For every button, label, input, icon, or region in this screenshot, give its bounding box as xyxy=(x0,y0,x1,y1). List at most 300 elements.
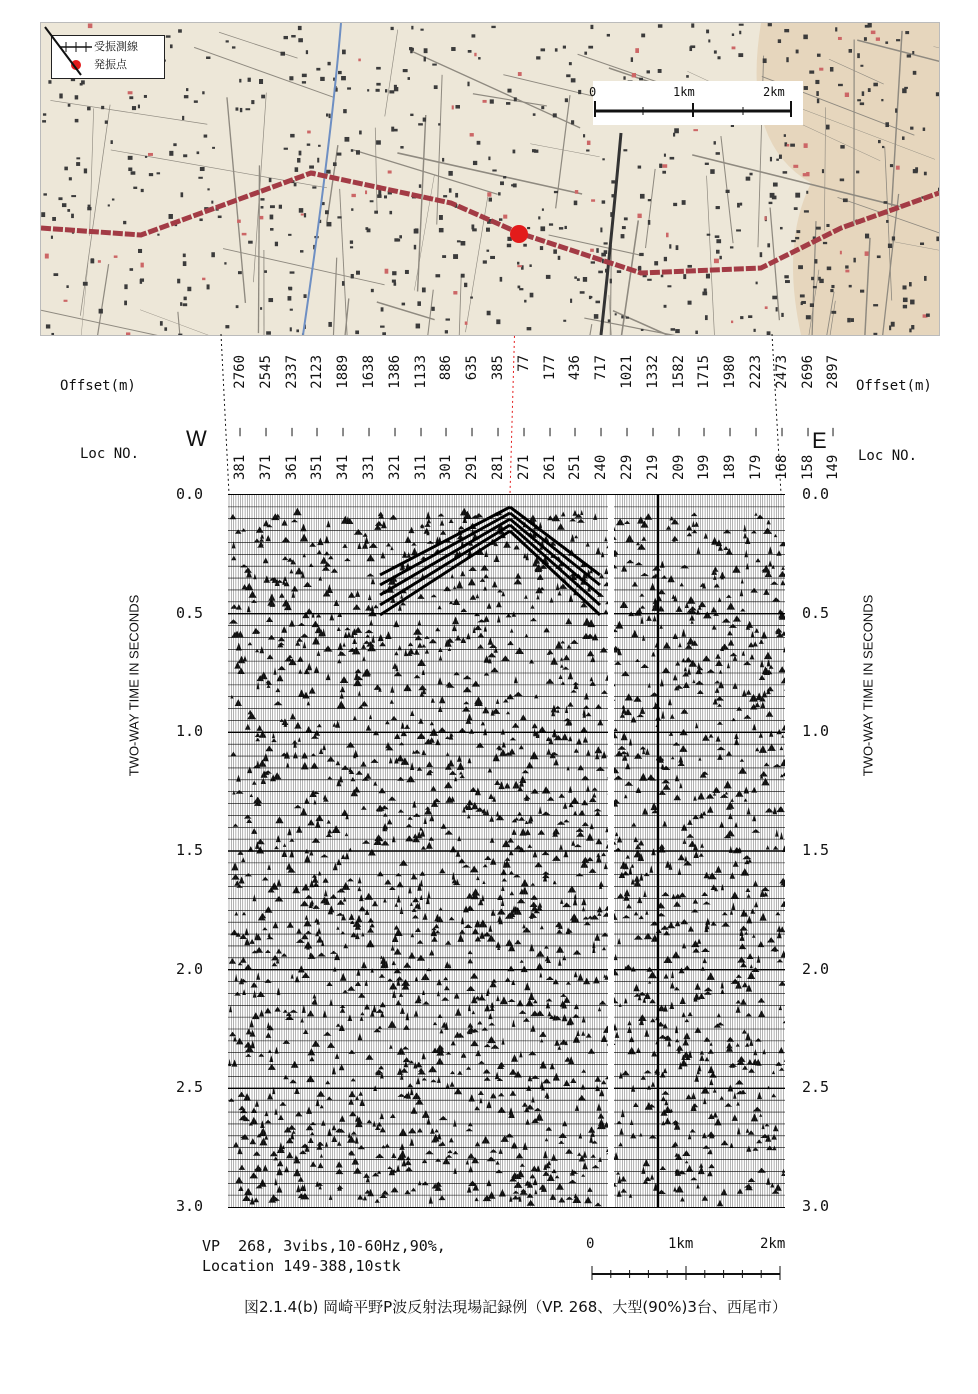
column-dash: — xyxy=(283,427,300,437)
offset-value: 1133 xyxy=(412,355,429,389)
building xyxy=(424,57,426,62)
building xyxy=(600,228,602,233)
building xyxy=(468,50,472,53)
building xyxy=(819,68,823,71)
building xyxy=(506,102,510,105)
column-dash: — xyxy=(309,427,326,437)
building xyxy=(719,256,721,259)
loc-number: 209 xyxy=(670,454,687,480)
building xyxy=(580,291,585,294)
building xyxy=(206,57,210,59)
building xyxy=(594,314,598,319)
building xyxy=(803,173,807,176)
section-scale-0: 0 xyxy=(586,1236,595,1252)
building xyxy=(403,69,408,72)
building xyxy=(211,201,213,204)
building xyxy=(816,227,821,230)
building xyxy=(483,260,487,263)
building xyxy=(418,123,423,125)
offset-value: 2337 xyxy=(283,355,300,389)
building xyxy=(659,164,662,168)
building xyxy=(513,150,516,154)
loc-number: 189 xyxy=(722,454,739,480)
building xyxy=(99,309,103,314)
map-scale-1km: 1km xyxy=(673,85,695,99)
building xyxy=(392,271,396,275)
building xyxy=(296,329,299,332)
building xyxy=(716,239,721,243)
building xyxy=(183,261,187,266)
building xyxy=(238,271,242,274)
building xyxy=(530,293,534,298)
building xyxy=(661,275,664,278)
building xyxy=(768,23,772,26)
building xyxy=(831,311,836,314)
building xyxy=(384,195,387,198)
building xyxy=(342,281,345,286)
offset-value: 2223 xyxy=(748,355,764,389)
seismic-traces xyxy=(228,495,785,1207)
building xyxy=(202,91,204,94)
building xyxy=(465,321,468,324)
building xyxy=(434,85,438,89)
building xyxy=(790,144,795,147)
building xyxy=(739,31,741,34)
building xyxy=(857,53,860,58)
building xyxy=(518,286,521,289)
building xyxy=(666,233,669,238)
building xyxy=(138,105,140,109)
offset-value: 1980 xyxy=(722,355,739,389)
building xyxy=(748,315,752,318)
loc-number: 158 xyxy=(799,454,816,480)
building xyxy=(294,183,297,186)
building xyxy=(590,25,593,29)
building xyxy=(621,234,625,238)
building xyxy=(239,79,241,83)
building xyxy=(717,56,720,59)
building xyxy=(716,152,720,155)
building xyxy=(43,113,46,115)
building xyxy=(298,26,302,30)
building xyxy=(615,313,617,315)
building xyxy=(359,131,362,135)
building xyxy=(873,83,878,87)
building xyxy=(664,257,667,261)
building xyxy=(801,302,803,305)
building xyxy=(860,290,864,293)
building xyxy=(623,149,627,151)
building xyxy=(105,120,108,123)
building xyxy=(439,215,443,220)
building xyxy=(564,226,566,229)
loc-number: 149 xyxy=(825,454,842,480)
building xyxy=(302,74,307,77)
offset-value: 635 xyxy=(464,355,481,381)
building xyxy=(342,50,346,55)
building xyxy=(826,224,829,227)
building xyxy=(671,328,676,331)
building xyxy=(843,198,848,202)
building xyxy=(739,24,744,26)
building xyxy=(763,58,767,63)
building xyxy=(737,203,740,208)
building xyxy=(295,167,299,172)
building xyxy=(574,201,578,206)
building xyxy=(541,106,544,109)
building xyxy=(915,167,918,172)
building xyxy=(538,216,540,219)
building xyxy=(320,77,325,81)
building xyxy=(300,250,303,252)
column-dash: — xyxy=(335,427,352,437)
building xyxy=(610,279,612,284)
building xyxy=(351,149,354,152)
building xyxy=(868,88,871,92)
building xyxy=(503,215,507,219)
building xyxy=(849,49,852,53)
building xyxy=(328,322,332,327)
building xyxy=(41,212,45,217)
building xyxy=(138,249,142,253)
building xyxy=(793,165,798,168)
north-arrow-icon xyxy=(41,23,87,79)
column-dash: — xyxy=(541,427,558,437)
building xyxy=(658,69,662,73)
building xyxy=(784,275,788,278)
loc-number: 351 xyxy=(309,454,326,480)
building xyxy=(184,95,189,98)
building xyxy=(248,241,253,244)
building xyxy=(388,170,392,173)
building xyxy=(194,100,198,102)
map-scale-bar xyxy=(589,81,803,125)
acquisition-line-2: Location 149-388,10stk xyxy=(202,1257,401,1275)
offset-value: 2696 xyxy=(799,355,816,389)
building xyxy=(533,113,536,116)
street xyxy=(385,30,398,117)
building xyxy=(518,72,522,76)
time-axis-title-left: TWO-WAY TIME IN SECONDS xyxy=(126,594,142,777)
building xyxy=(779,155,782,159)
building xyxy=(814,259,817,263)
building xyxy=(389,90,394,93)
building xyxy=(42,120,46,122)
building xyxy=(452,105,454,109)
building xyxy=(423,118,426,122)
building xyxy=(563,320,566,322)
building xyxy=(813,286,817,288)
legend-source-label: 発振点 xyxy=(94,58,127,71)
building xyxy=(838,37,842,40)
building xyxy=(878,140,881,143)
loc-number: 179 xyxy=(748,454,764,480)
building xyxy=(71,195,76,197)
building xyxy=(380,326,385,328)
building xyxy=(877,255,881,258)
building xyxy=(902,88,906,93)
building xyxy=(845,265,848,268)
building xyxy=(781,313,783,317)
building xyxy=(108,204,110,206)
building xyxy=(144,95,147,98)
building xyxy=(446,318,450,320)
building xyxy=(316,68,320,71)
building xyxy=(604,250,608,254)
street xyxy=(456,275,462,335)
building xyxy=(169,151,173,156)
acquisition-parameters xyxy=(202,1236,446,1276)
column-dash: — xyxy=(593,427,610,437)
building xyxy=(764,216,766,220)
building xyxy=(503,176,506,178)
building xyxy=(140,278,144,281)
building xyxy=(602,158,604,160)
street xyxy=(140,310,330,335)
street xyxy=(111,150,327,188)
building xyxy=(356,150,360,154)
street xyxy=(646,169,656,248)
building xyxy=(128,156,133,160)
building xyxy=(753,329,755,332)
building xyxy=(329,114,331,118)
building xyxy=(540,226,545,231)
building xyxy=(170,44,173,48)
building xyxy=(98,260,101,263)
building xyxy=(892,236,895,240)
building xyxy=(654,261,658,265)
building xyxy=(371,289,374,292)
building xyxy=(714,50,717,53)
building xyxy=(498,192,501,195)
building xyxy=(574,276,577,278)
building xyxy=(732,33,734,36)
building xyxy=(856,171,859,174)
building xyxy=(690,45,695,48)
column-dash: — xyxy=(438,427,455,437)
building xyxy=(439,228,444,232)
column-dash: — xyxy=(232,427,248,437)
building xyxy=(840,145,844,149)
column-dash: — xyxy=(515,427,532,437)
building xyxy=(478,57,480,59)
building xyxy=(902,285,906,289)
building xyxy=(470,133,474,136)
building xyxy=(68,104,71,107)
building xyxy=(705,163,709,165)
building xyxy=(626,317,629,319)
building xyxy=(307,144,311,146)
building xyxy=(847,318,850,322)
building xyxy=(432,64,436,66)
source-point xyxy=(510,225,528,243)
building xyxy=(224,262,226,264)
building xyxy=(772,296,777,300)
building xyxy=(670,157,675,160)
dead-trace xyxy=(608,495,614,1207)
building xyxy=(419,184,421,187)
building xyxy=(290,327,292,331)
building xyxy=(784,29,789,32)
building xyxy=(524,300,526,303)
building xyxy=(301,213,304,215)
building xyxy=(835,27,837,31)
building xyxy=(911,325,914,329)
building xyxy=(664,154,666,157)
building xyxy=(787,144,790,147)
building xyxy=(586,149,589,151)
loc-number: 229 xyxy=(619,454,635,480)
building xyxy=(541,48,546,51)
building xyxy=(410,114,413,116)
building xyxy=(183,154,187,157)
building xyxy=(936,237,939,242)
building xyxy=(67,209,70,212)
loc-number: 291 xyxy=(464,454,481,480)
offset-value: 177 xyxy=(541,355,558,381)
building xyxy=(270,205,275,208)
building xyxy=(268,298,273,302)
building xyxy=(800,294,805,297)
building xyxy=(260,307,262,310)
building xyxy=(141,189,144,192)
building xyxy=(290,271,295,273)
building xyxy=(350,240,353,243)
street xyxy=(377,302,435,320)
building xyxy=(595,301,600,304)
building xyxy=(715,235,720,238)
building xyxy=(571,120,574,124)
building xyxy=(500,277,503,282)
building xyxy=(862,91,864,96)
building xyxy=(410,50,412,54)
building xyxy=(448,171,452,176)
building xyxy=(624,217,628,220)
building xyxy=(577,278,580,281)
building xyxy=(414,229,419,234)
building xyxy=(232,46,235,48)
building xyxy=(639,78,643,81)
map-scale-0: 0 xyxy=(589,85,597,99)
building xyxy=(226,40,229,42)
building xyxy=(43,193,46,195)
building xyxy=(924,276,927,281)
offset-value: 2897 xyxy=(825,355,842,389)
building xyxy=(923,128,925,131)
section-scale-2km: 2km xyxy=(760,1236,786,1252)
building xyxy=(523,244,527,247)
time-tick-right: 0.0 xyxy=(802,485,830,503)
building xyxy=(392,280,396,283)
building xyxy=(895,108,897,112)
loc-number: 251 xyxy=(567,454,584,480)
building xyxy=(132,106,136,110)
building xyxy=(483,100,487,103)
building xyxy=(865,251,869,256)
building xyxy=(598,271,603,274)
building xyxy=(131,171,136,174)
loc-label-left: Loc NO. xyxy=(80,446,140,462)
building xyxy=(288,234,291,236)
building xyxy=(212,147,215,149)
building xyxy=(123,221,126,224)
building xyxy=(641,34,645,38)
column-dash: — xyxy=(825,427,842,437)
building xyxy=(823,242,827,244)
building xyxy=(885,41,888,43)
building xyxy=(385,89,387,92)
building xyxy=(896,166,900,170)
column-dash: — xyxy=(386,427,403,437)
building xyxy=(860,102,864,105)
column-dash: — xyxy=(490,427,506,437)
building xyxy=(488,157,490,161)
loc-number: 219 xyxy=(644,454,661,480)
building xyxy=(376,140,381,144)
building xyxy=(529,264,531,267)
building xyxy=(455,193,458,198)
building xyxy=(891,322,895,327)
building xyxy=(569,62,572,65)
building xyxy=(648,199,651,201)
building xyxy=(641,329,644,331)
building xyxy=(583,277,587,282)
building xyxy=(299,208,303,213)
building xyxy=(269,178,272,182)
building xyxy=(129,96,133,99)
building xyxy=(566,74,570,77)
building xyxy=(631,57,633,62)
building xyxy=(926,314,930,317)
building xyxy=(157,234,159,236)
building xyxy=(438,123,440,125)
building xyxy=(291,35,295,37)
building xyxy=(571,78,576,82)
building xyxy=(756,282,758,285)
building xyxy=(840,179,844,182)
building xyxy=(207,284,210,289)
building xyxy=(786,57,788,62)
building xyxy=(769,202,773,204)
offset-value: 1638 xyxy=(361,355,377,389)
building xyxy=(204,135,208,138)
building xyxy=(391,127,394,132)
building xyxy=(804,210,809,212)
building xyxy=(602,200,606,203)
building xyxy=(806,172,809,176)
building xyxy=(202,278,205,280)
building xyxy=(299,151,302,156)
building xyxy=(760,252,763,257)
time-tick-right: 3.0 xyxy=(802,1197,830,1215)
loc-label-right: Loc NO. xyxy=(858,448,918,464)
building xyxy=(431,307,434,311)
building xyxy=(770,157,772,162)
building xyxy=(464,283,467,287)
building xyxy=(443,195,447,197)
building xyxy=(376,83,380,86)
building xyxy=(780,227,783,229)
building xyxy=(350,246,353,248)
building xyxy=(815,80,819,84)
building xyxy=(178,29,182,32)
offset-label-right: Offset(m) xyxy=(856,378,932,394)
building xyxy=(810,303,814,307)
building xyxy=(746,177,751,181)
building xyxy=(207,188,209,190)
building xyxy=(811,277,814,280)
building xyxy=(225,325,229,328)
